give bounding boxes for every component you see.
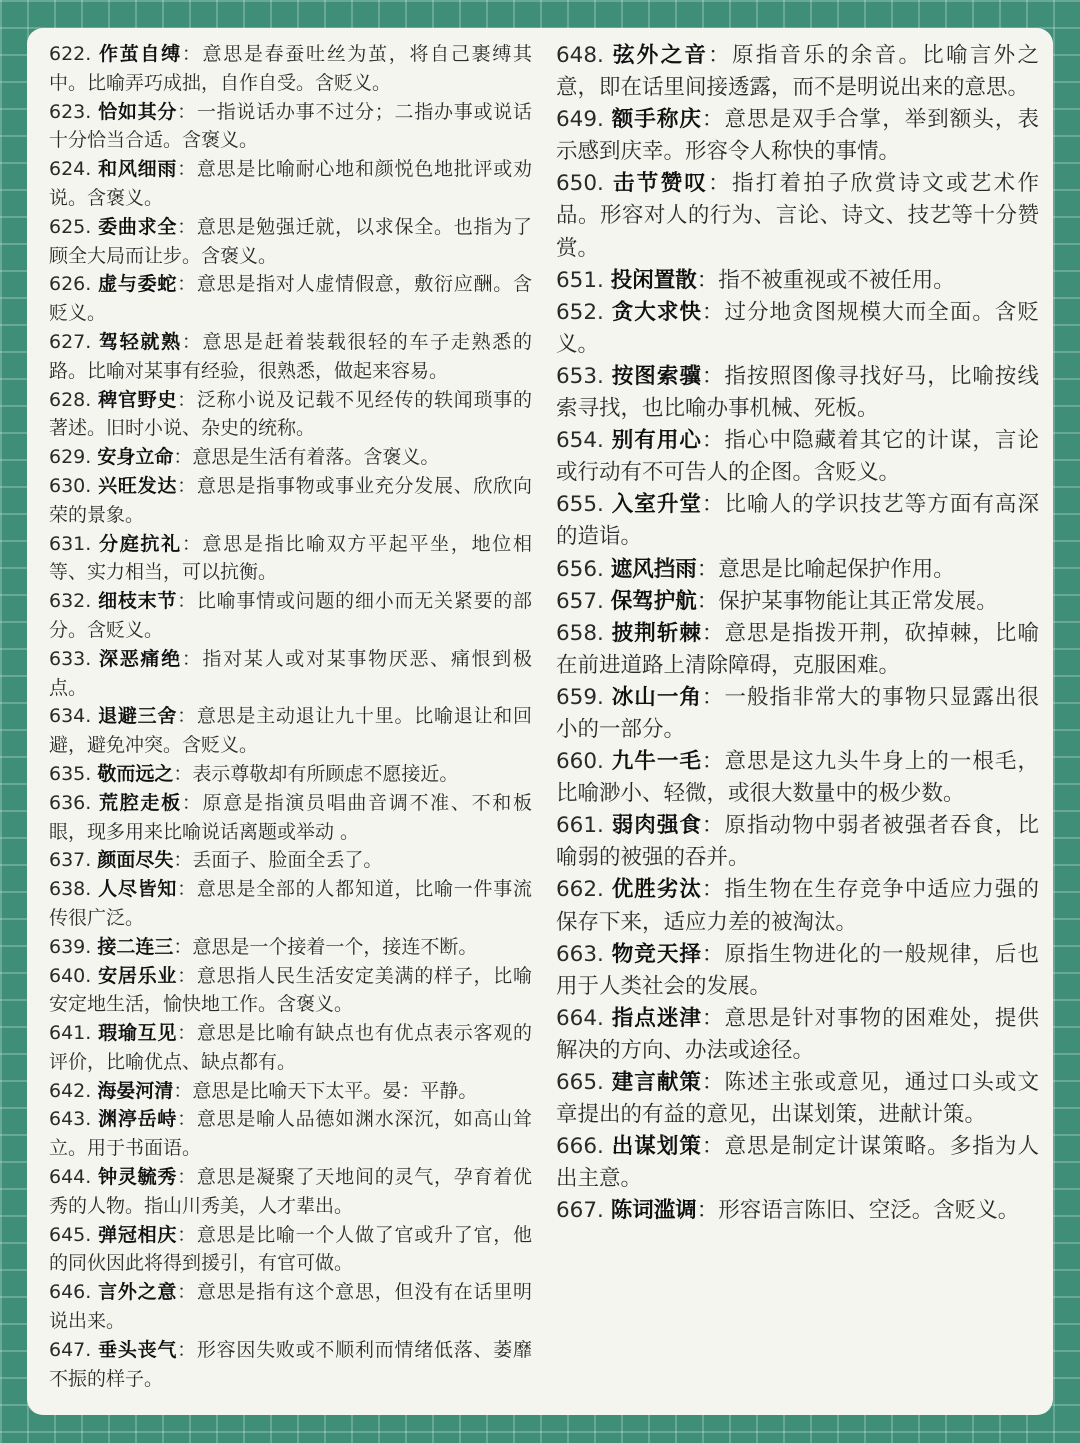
idiom-entry xyxy=(49,1019,532,1077)
entry-number: 653. xyxy=(556,363,612,389)
entry-colon: ： xyxy=(181,791,203,814)
idiom-definition: 过分地贪图规模大而全面。含贬义。 xyxy=(556,299,1039,357)
idiom-term: 弹冠相庆 xyxy=(98,1223,178,1246)
idiom-term: 虚与委蛇 xyxy=(98,273,178,296)
entry-colon: ： xyxy=(708,43,732,68)
idiom-definition: 意思是指拨开荆，砍掉棘，比喻在前进道路上清除障碍，克服困难。 xyxy=(556,620,1039,678)
idiom-term: 按图索骥 xyxy=(611,363,702,389)
entry-colon: ： xyxy=(701,1134,725,1160)
idiom-definition: 形容因失败或不顺利而情绪低落、萎靡不振的样子。 xyxy=(49,1338,532,1390)
idiom-entry xyxy=(49,702,532,760)
entry-colon: ： xyxy=(701,620,725,646)
right-column xyxy=(556,40,1039,1407)
idiom-term: 和风细雨 xyxy=(98,158,178,181)
idiom-term: 弦外之音 xyxy=(613,43,709,68)
idiom-definition: 意思是比喻耐心地和颜悦色地批评或劝说。含褒义。 xyxy=(49,158,532,209)
entry-colon: ： xyxy=(173,446,193,469)
idiom-entry xyxy=(556,40,1039,104)
idiom-entry xyxy=(49,875,532,933)
idiom-entry xyxy=(556,1067,1039,1131)
idiom-term: 荒腔走板 xyxy=(99,791,182,814)
idiom-entry xyxy=(556,168,1039,264)
idiom-definition: 意思是比喻天下太平。晏：平静。 xyxy=(192,1079,478,1102)
entry-number: 658. xyxy=(556,620,612,646)
entry-number: 644. xyxy=(49,1166,99,1189)
idiom-entry xyxy=(556,939,1039,1003)
idiom-entry xyxy=(49,98,532,156)
idiom-term: 颜面尽失 xyxy=(97,849,174,872)
entry-number: 629. xyxy=(49,446,98,469)
entry-colon: ： xyxy=(177,878,197,901)
idiom-entry xyxy=(49,1105,532,1163)
idiom-entry xyxy=(49,1077,532,1106)
idiom-term: 击节赞叹 xyxy=(613,171,709,197)
idiom-term: 细枝末节 xyxy=(98,590,178,613)
idiom-entry xyxy=(49,587,532,645)
entry-number: 633. xyxy=(49,647,100,670)
idiom-entry xyxy=(49,40,532,98)
idiom-definition: 意思是制定计谋策略。多指为人出主意。 xyxy=(556,1134,1039,1192)
idiom-definition: 意思是比喻有缺点也有优点表示客观的评价，比喻优点、缺点都有。 xyxy=(49,1022,532,1073)
idiom-term: 投闲置散 xyxy=(610,267,697,293)
idiom-entry xyxy=(556,682,1039,746)
entry-colon: ： xyxy=(701,299,725,325)
entry-number: 631. xyxy=(49,532,100,555)
entry-number: 636. xyxy=(49,791,100,814)
idiom-entry xyxy=(556,1003,1039,1067)
idiom-term: 人尽皆知 xyxy=(98,878,178,901)
idiom-definition: 意思指人民生活安定美满的样子，比喻安定地生活，愉快地工作。含褒义。 xyxy=(49,964,532,1016)
idiom-term: 钟灵毓秀 xyxy=(98,1166,178,1189)
idiom-term: 物竞天择 xyxy=(611,941,702,967)
idiom-definition: 意思是全部的人都知道，比喻一件事流传很广泛。 xyxy=(49,878,532,929)
entry-colon: ： xyxy=(181,647,203,670)
content-card xyxy=(27,28,1053,1415)
idiom-term: 贪大求快 xyxy=(611,299,702,325)
entry-colon: ： xyxy=(696,267,719,293)
idiom-entry xyxy=(556,554,1039,586)
idiom-definition: 指心中隐藏着其它的计谋，言论或行动有不可告人的企图。含贬义。 xyxy=(556,428,1039,486)
idiom-entry xyxy=(49,789,532,847)
entry-number: 661. xyxy=(556,813,612,839)
idiom-definition: 意思是比喻起保护作用。 xyxy=(718,556,955,582)
idiom-definition: 形容语言陈旧、空泛。含贬义。 xyxy=(718,1198,1020,1224)
idiom-definition: 意思是指事物或事业充分发展、欣欣向荣的景象。 xyxy=(49,474,532,526)
idiom-definition: 意思是赶着装载很轻的车子走熟悉的路。比喻对某事有经验，很熟悉，做起来容易。 xyxy=(49,330,532,382)
entry-colon: ： xyxy=(177,158,197,181)
entry-colon: ： xyxy=(701,941,725,967)
idiom-term: 额手称庆 xyxy=(611,107,702,133)
idiom-definition: 意思是指有这个意思，但没有在话里明说出来。 xyxy=(49,1281,532,1333)
idiom-definition: 意思是春蚕吐丝为茧，将自己裹缚其中。比喻弄巧成拙，自作自受。含贬义。 xyxy=(49,43,532,94)
idiom-entry xyxy=(556,810,1039,874)
entry-number: 642. xyxy=(49,1079,98,1102)
idiom-term: 渊渟岳峙 xyxy=(98,1108,178,1131)
idiom-entry xyxy=(556,104,1039,168)
entry-colon: ： xyxy=(701,877,725,903)
idiom-entry xyxy=(49,645,532,703)
entry-number: 623. xyxy=(49,100,99,123)
entry-colon: ： xyxy=(177,1223,197,1246)
idiom-entry xyxy=(49,386,532,444)
idiom-entry xyxy=(49,328,532,386)
idiom-term: 陈词滥调 xyxy=(610,1198,697,1224)
idiom-definition: 意思是主动退让九十里。比喻退让和回避，避免冲突。含贬义。 xyxy=(49,705,532,757)
idiom-entry xyxy=(49,760,532,789)
idiom-term: 安身立命 xyxy=(97,446,174,469)
idiom-definition: 一指说话办事不过分；二指办事或说话十分恰当合适。含褒义。 xyxy=(49,100,532,152)
entry-number: 647. xyxy=(49,1338,99,1361)
entry-number: 649. xyxy=(556,107,612,133)
entry-colon: ： xyxy=(701,749,725,775)
idiom-term: 九牛一毛 xyxy=(611,749,702,775)
idiom-definition: 意思是这九头牛身上的一根毛，比喻渺小、轻微，或很大数量中的极少数。 xyxy=(556,749,1039,807)
idiom-definition: 意思是双手合掌，举到额头，表示感到庆幸。形容令人称快的事情。 xyxy=(556,107,1039,165)
idiom-term: 弱肉强食 xyxy=(611,813,702,839)
idiom-entry xyxy=(556,618,1039,682)
idiom-term: 披荆斩棘 xyxy=(611,620,702,646)
entry-colon: ： xyxy=(701,107,725,133)
entry-colon: ： xyxy=(701,428,725,454)
idiom-term: 指点迷津 xyxy=(611,1005,702,1031)
idiom-entry xyxy=(49,530,532,588)
entry-number: 667. xyxy=(556,1198,611,1224)
idiom-term: 海晏河清 xyxy=(97,1079,174,1102)
idiom-entry xyxy=(556,1195,1039,1227)
entry-number: 656. xyxy=(556,556,611,582)
idiom-term: 分庭抗礼 xyxy=(99,532,182,555)
entry-colon: ： xyxy=(701,492,725,518)
entry-number: 632. xyxy=(49,590,99,613)
entry-number: 622. xyxy=(49,43,100,65)
idiom-term: 入室升堂 xyxy=(611,492,702,518)
idiom-entry xyxy=(49,933,532,962)
entry-colon: ： xyxy=(701,684,725,710)
idiom-term: 冰山一角 xyxy=(611,684,702,710)
entry-number: 646. xyxy=(49,1281,99,1304)
idiom-definition: 指生物在生存竞争中适应力强的保存下来，适应力差的被淘汰。 xyxy=(556,877,1039,935)
entry-colon: ： xyxy=(708,171,732,197)
entry-colon: ： xyxy=(701,813,725,839)
entry-number: 626. xyxy=(49,273,99,296)
entry-colon: ： xyxy=(177,705,197,728)
idiom-definition: 原指音乐的余音。比喻言外之意，即在话里间接透露，而不是明说出来的意思。 xyxy=(556,43,1039,101)
entry-colon: ： xyxy=(177,1022,197,1045)
idiom-entry xyxy=(556,586,1039,618)
idiom-entry xyxy=(49,1163,532,1221)
entry-number: 657. xyxy=(556,588,611,614)
idiom-term: 敬而远之 xyxy=(97,762,174,785)
entry-colon: ： xyxy=(181,532,203,555)
idiom-entry xyxy=(49,155,532,213)
idiom-term: 作茧自缚 xyxy=(99,43,182,65)
idiom-definition: 泛称小说及记载不见经传的轶闻琐事的著述。旧时小说、杂史的统称。 xyxy=(49,388,532,440)
idiom-definition: 指不被重视或不被任用。 xyxy=(718,267,955,293)
idiom-term: 深恶痛绝 xyxy=(99,647,182,670)
idiom-term: 遮风挡雨 xyxy=(610,556,697,582)
idiom-entry xyxy=(556,265,1039,297)
entry-number: 651. xyxy=(556,267,611,293)
entry-number: 648. xyxy=(556,43,613,68)
entry-number: 663. xyxy=(556,941,612,967)
idiom-entry xyxy=(556,489,1039,553)
idiom-definition: 意思是针对事物的困难处，提供解决的方向、办法或途径。 xyxy=(556,1005,1039,1063)
idiom-entry xyxy=(556,297,1039,361)
idiom-definition: 保护某事物能让其正常发展。 xyxy=(718,588,998,614)
idiom-definition: 丢面子、脸面全丢了。 xyxy=(192,849,383,872)
idiom-term: 稗官野史 xyxy=(98,388,178,411)
idiom-term: 恰如其分 xyxy=(98,100,178,123)
entry-colon: ： xyxy=(181,43,203,65)
idiom-entry xyxy=(556,1131,1039,1195)
entry-number: 637. xyxy=(49,849,98,872)
entry-colon: ： xyxy=(173,1079,193,1102)
entry-colon: ： xyxy=(701,1005,725,1031)
entry-number: 624. xyxy=(49,158,99,181)
idiom-term: 瑕瑜互见 xyxy=(98,1022,178,1045)
idiom-entry xyxy=(556,361,1039,425)
entry-number: 643. xyxy=(49,1108,99,1131)
idiom-definition: 陈述主张或意见，通过口头或文章提出的有益的意见，出谋划策，进献计策。 xyxy=(556,1070,1039,1128)
idiom-definition: 意思是指比喻双方平起平坐，地位相等、实力相当，可以抗衡。 xyxy=(49,532,532,584)
entry-colon: ： xyxy=(177,590,197,613)
idiom-entry xyxy=(49,472,532,530)
idiom-term: 接二连三 xyxy=(97,935,174,958)
entry-colon: ： xyxy=(173,849,193,872)
entry-number: 664. xyxy=(556,1005,612,1031)
idiom-definition: 指打着拍子欣赏诗文或艺术作品。形容对人的行为、言论、诗文、技艺等十分赞赏。 xyxy=(556,171,1039,261)
idiom-entry xyxy=(49,1221,532,1279)
entry-number: 634. xyxy=(49,705,99,728)
entry-colon: ： xyxy=(177,474,197,497)
entry-number: 652. xyxy=(556,299,612,325)
entry-colon: ： xyxy=(177,1108,197,1131)
entry-colon: ： xyxy=(177,100,197,123)
idiom-entry xyxy=(556,746,1039,810)
entry-number: 645. xyxy=(49,1223,99,1246)
idiom-term: 兴旺发达 xyxy=(98,474,178,497)
idiom-entry xyxy=(49,443,532,472)
entry-colon: ： xyxy=(173,762,193,785)
entry-colon: ： xyxy=(177,964,197,987)
entry-number: 666. xyxy=(556,1134,612,1160)
entry-colon: ： xyxy=(177,273,197,296)
idiom-term: 驾轻就熟 xyxy=(99,330,182,353)
idiom-definition: 意思是指对人虚情假意，敷衍应酬。含贬义。 xyxy=(49,273,532,325)
entry-number: 627. xyxy=(49,330,100,353)
entry-number: 635. xyxy=(49,762,98,785)
idiom-definition: 意思是一个接着一个，接连不断。 xyxy=(192,935,478,958)
idiom-definition: 一般指非常大的事物只显露出很小的一部分。 xyxy=(556,684,1039,742)
idiom-definition: 指按照图像寻找好马，比喻按线索寻找，也比喻办事机械、死板。 xyxy=(556,363,1039,422)
entry-number: 660. xyxy=(556,749,612,775)
entry-number: 630. xyxy=(49,474,99,497)
entry-colon: ： xyxy=(177,1338,197,1361)
entry-colon: ： xyxy=(173,935,193,958)
entry-number: 640. xyxy=(49,964,99,987)
idiom-term: 退避三舍 xyxy=(98,705,178,728)
entry-colon: ： xyxy=(696,556,719,582)
idiom-term: 建言献策 xyxy=(611,1070,702,1095)
entry-number: 639. xyxy=(49,935,98,958)
idiom-definition: 意思是比喻一个人做了官或升了官，他的同伙因此将得到援引，有官可做。 xyxy=(49,1223,532,1275)
entry-colon: ： xyxy=(181,330,203,353)
entry-colon: ： xyxy=(177,215,197,238)
idiom-term: 安居乐业 xyxy=(98,964,178,987)
idiom-term: 言外之意 xyxy=(98,1281,178,1304)
idiom-definition: 表示尊敬却有所顾虑不愿接近。 xyxy=(192,762,459,785)
entry-number: 654. xyxy=(556,428,612,454)
left-column xyxy=(49,40,532,1407)
entry-number: 638. xyxy=(49,878,99,901)
idiom-entry xyxy=(556,425,1039,489)
idiom-definition: 意思是生活有着落。含褒义。 xyxy=(192,446,440,469)
idiom-entry xyxy=(49,846,532,875)
entry-colon: ： xyxy=(177,1281,197,1304)
entry-number: 641. xyxy=(49,1022,99,1045)
idiom-entry xyxy=(49,213,532,271)
entry-colon: ： xyxy=(177,388,197,411)
idiom-definition: 原意是指演员唱曲音调不准、不和板眼，现多用来比喻说话离题或举动 。 xyxy=(49,791,532,843)
idiom-entry xyxy=(556,874,1039,938)
idiom-term: 委曲求全 xyxy=(98,215,178,238)
entry-number: 628. xyxy=(49,388,99,411)
entry-number: 625. xyxy=(49,215,99,238)
entry-number: 650. xyxy=(556,171,613,197)
idiom-definition: 指对某人或对某事物厌恶、痛恨到极点。 xyxy=(49,647,532,699)
idiom-definition: 比喻人的学识技艺等方面有高深的造诣。 xyxy=(556,492,1039,550)
idiom-term: 优胜劣汰 xyxy=(611,877,702,903)
idiom-entry xyxy=(49,1278,532,1336)
entry-colon: ： xyxy=(177,1166,197,1189)
entry-colon: ： xyxy=(696,588,719,614)
idiom-definition: 原指生物进化的一般规律，后也用于人类社会的发展。 xyxy=(556,941,1039,999)
entry-number: 665. xyxy=(556,1070,612,1095)
entry-colon: ： xyxy=(701,363,725,389)
idiom-entry xyxy=(49,270,532,328)
idiom-term: 保驾护航 xyxy=(610,588,697,614)
idiom-definition: 意思是喻人品德如渊水深沉，如高山耸立。用于书面语。 xyxy=(49,1108,532,1160)
idiom-definition: 意思是凝聚了天地间的灵气，孕育着优秀的人物。指山川秀美，人才辈出。 xyxy=(49,1166,532,1217)
idiom-term: 别有用心 xyxy=(611,428,702,454)
idiom-definition: 原指动物中弱者被强者吞食，比喻弱的被强的吞并。 xyxy=(556,813,1039,871)
idiom-definition: 意思是勉强迁就，以求保全。也指为了顾全大局而让步。含褒义。 xyxy=(49,215,532,267)
entry-colon: ： xyxy=(701,1070,725,1095)
entry-number: 655. xyxy=(556,492,612,518)
idiom-definition: 比喻事情或问题的细小而无关紧要的部分。含贬义。 xyxy=(49,590,532,641)
entry-colon: ： xyxy=(696,1198,719,1224)
idiom-term: 垂头丧气 xyxy=(98,1338,178,1361)
idiom-entry xyxy=(49,1336,532,1394)
entry-number: 659. xyxy=(556,684,612,710)
idiom-term: 出谋划策 xyxy=(611,1134,702,1160)
entry-number: 662. xyxy=(556,877,612,903)
idiom-entry xyxy=(49,962,532,1020)
